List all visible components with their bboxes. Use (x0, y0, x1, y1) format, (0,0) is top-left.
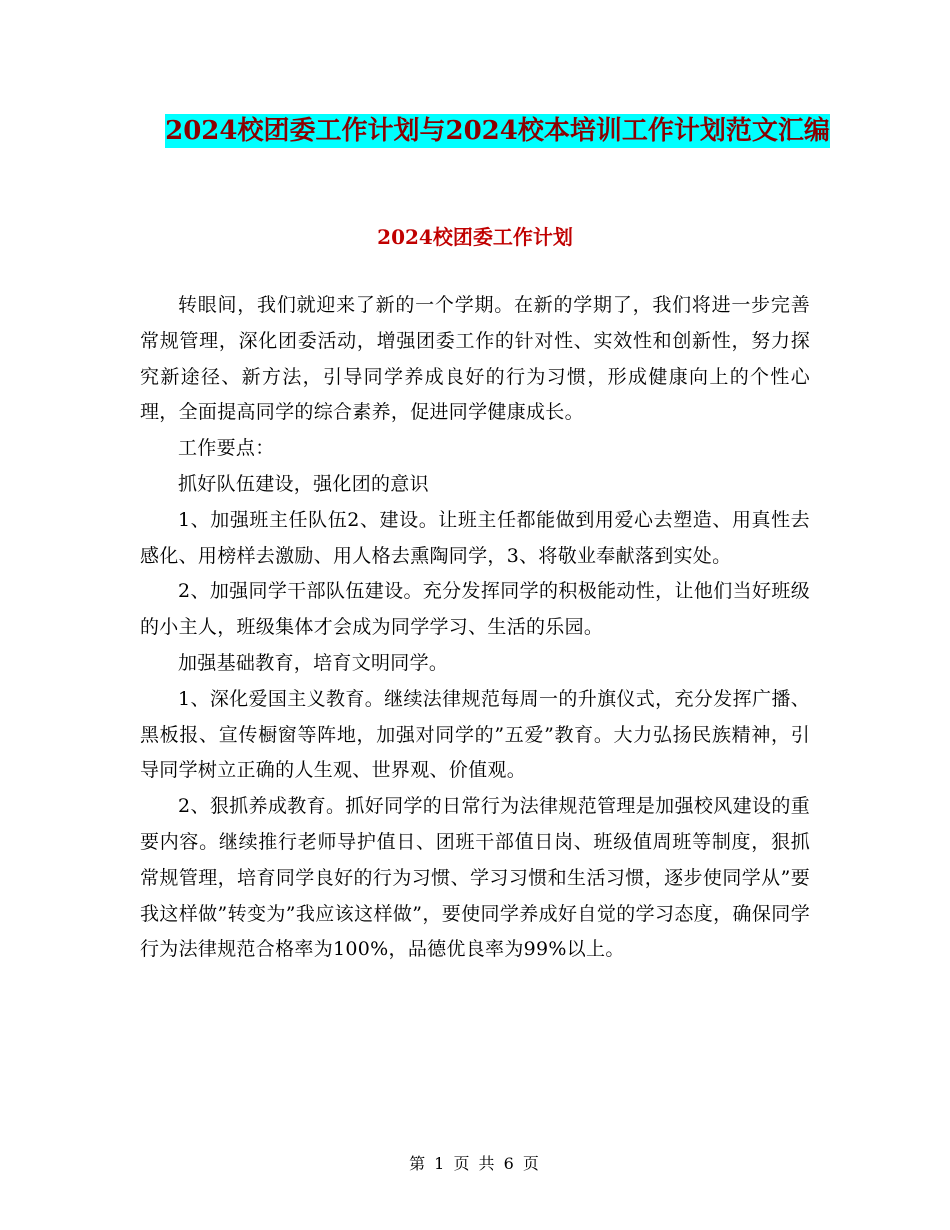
paragraph-intro: 转眼间，我们就迎来了新的一个学期。在新的学期了，我们将进一步完善常规管理，深化团委活动，增强团委工作的针对性、实效性和创新性，努力探究新途径、新方法，引导同学养成良好的行为习惯，形成健康向上的个性心理，全面提高同学的综合素养，促进同学健康成长。 (140, 294, 810, 424)
paragraph-student-cadre: 2、加强同学干部队伍建设。充分发挥同学的积极能动性，让他们当好班级的小主人，班级集体才会成为同学学习、生活的乐园。 (140, 580, 810, 639)
paragraph-basic-education: 加强基础教育，培育文明同学。 (178, 651, 449, 674)
paragraph-work-points: 工作要点： (178, 437, 275, 460)
paragraph-head-teacher: 1、加强班主任队伍2、建设。让班主任都能做到用爱心去塑造、用真性去感化、用榜样去激励、用人格去熏陶同学，3、将敬业奉献落到实处。 (140, 508, 810, 567)
document-title-text: 2024校团委工作计划与2024校本培训工作计划范文汇编 (165, 116, 830, 146)
paragraph-team-building: 抓好队伍建设，强化团的意识 (178, 472, 429, 495)
paragraph-patriotism: 1、深化爱国主义教育。继续法律规范每周一的升旗仪式，充分发挥广播、黑板报、宣传橱窗等阵地，加强对同学的”五爱”教育。大力弘扬民族精神，引导同学树立正确的人生观、世界观、价值观。 (140, 687, 810, 782)
page-footer: 第 1 页 共 6 页 (409, 1154, 541, 1173)
document-title (140, 108, 855, 154)
section-title: 2024校团委工作计划 (377, 225, 573, 249)
document-body (140, 288, 810, 968)
paragraph-habits: 2、狠抓养成教育。抓好同学的日常行为法律规范管理是加强校风建设的重要内容。继续推行老师导护值日、团班干部值日岗、班级值周班等制度，狠抓常规管理，培育同学良好的行为习惯、学习习惯和生活习惯，逐步使同学从”要我这样做”转变为”我应该这样做”，要使同学养成好自觉的学习态度，确保同学行为法律规范合格率为100%，品德优良率为99%以上。 (140, 795, 810, 961)
